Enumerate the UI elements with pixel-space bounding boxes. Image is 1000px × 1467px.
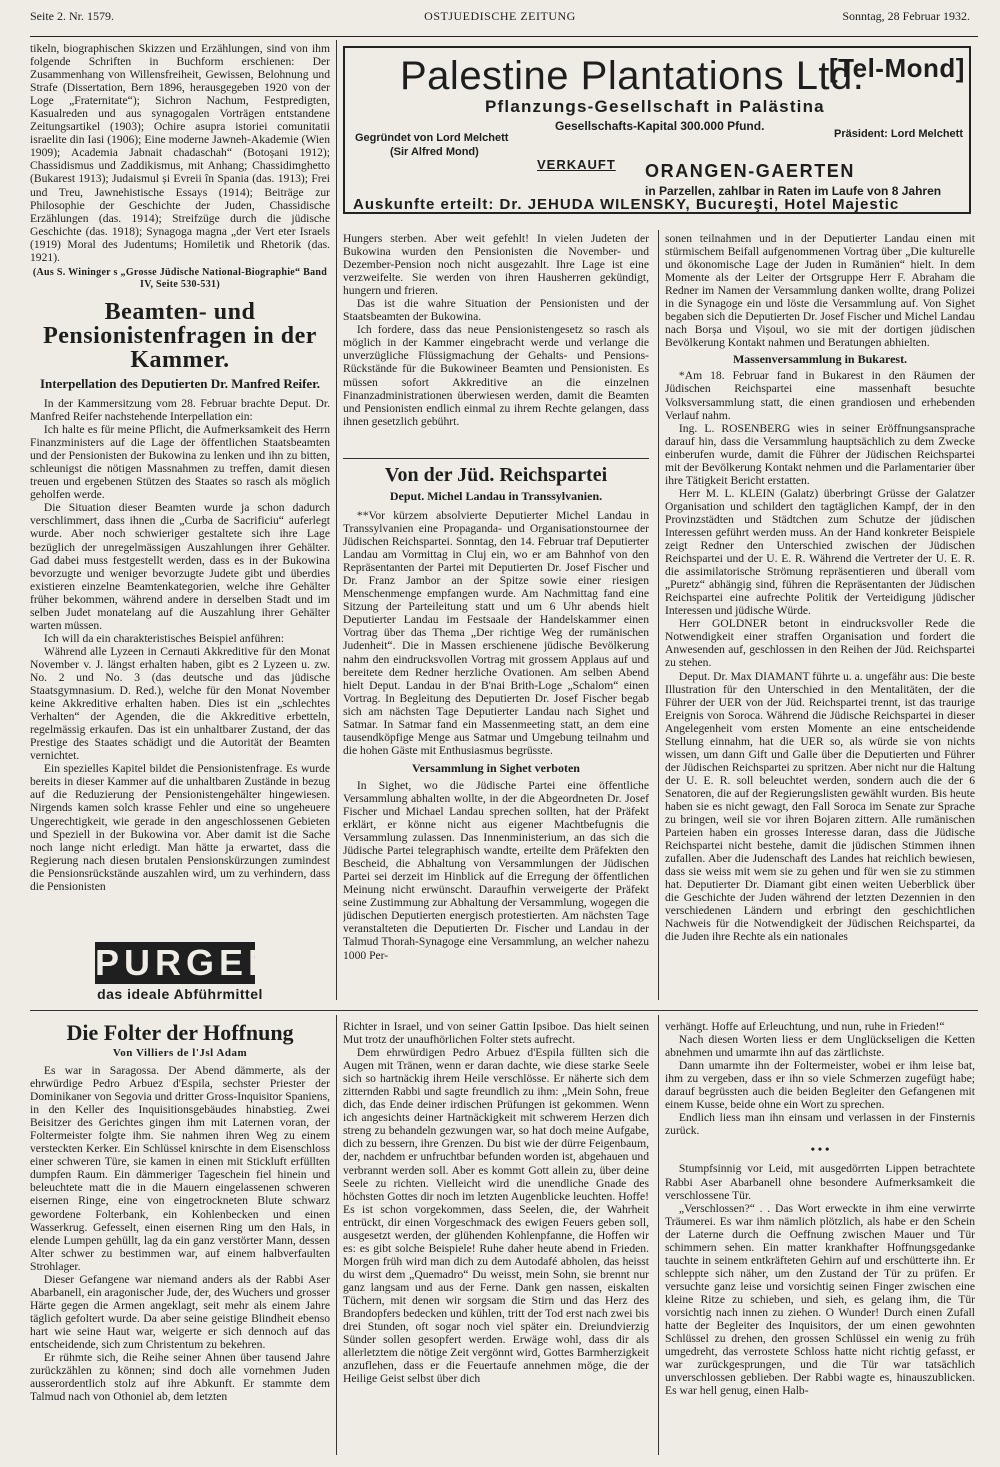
paragraph: Ein spezielles Kapitel bildet die Pensionistenfrage. Es wurde bereits in dieser Kammer auf die unhaltbaren Zustände in bezug auf die Reduzierung der Pensionistengehälter hingewiesen. Nirgends kamen solch krasse Fehler und eine so ungeheuere Ungerechtigkeit, wie gerade in den angeschlossenen Gebieten und Speziell in der Bukowina vor. Aber damit ist die Sache noch lange nicht erledigt. Man hätte ja erwartet, dass die Regierung nach diesen brutalen Pensionskürzungen zumindest die Pensionsrückstände auszahlen wird, um zu verhindern, dass die Pensionisten: [30, 762, 330, 893]
paragraph: Endlich liess man ihn einsam und verlassen in der Finsternis zurück.: [665, 1111, 975, 1138]
page-header: [30, 8, 970, 26]
folter-column-1: [30, 1020, 330, 1455]
folter-column-3: [665, 1020, 975, 1455]
paragraph: Während alle Lyzeen in Cernauti Akkreditive für den Monat November v. J. längst erhalten haben, gibt es 2 Lyzeen u. zw. No. 2 und No. 3 (das deutsche und das jüdische Staatsgymnasium. D. Red.), welche für den Monat November keine Akkreditive erhalten haben. Dies ist ein „schlechtes Verhalten“ der Agenden, die die Akkreditive erbetteln, regelmässig erkaufen. Das ist ein unhaltbarer Zustand, der das Prestige des Staates schädigt und die Autorität der Beamten vernichtet.: [30, 644, 330, 763]
newspaper-name: OSTJUEDISCHE ZEITUNG: [424, 9, 576, 23]
paragraph: In Sighet, wo die Jüdische Partei eine öffentliche Versammlung abhalten wollte, in der die Abgeordneten Dr. Josef Fischer und Michael Landau sprechen sollten, hat der Präfekt erklärt, er könne nicht aus eigener Machtbefugnis die Versammlung zulassen. Das Innenministerium, an das sich die Jüdische Partei telegraphisch wandte, erteilte dem Präfekten den Bescheid, die Abhaltung von Versammlungen der Jüdischen Partei sei derzeit im Hinblick auf die Erregung der öffentlichen Meinung nicht erwünscht. Daraufhin verweigerte der Präfekt seine Zustimmung zur Abhaltung der Versammlung, wogegen die jüdischen Deputierten energisch protestierten. Am nächsten Tage veranstalteten die Deputierten Dr. Fischer und Landau in der Talmud Thorah-Synagoge eine Versammlung, an welcher nahezu 1000 Per-: [343, 778, 649, 962]
section-rule: [343, 458, 649, 459]
folter-column-2: [343, 1020, 649, 1455]
section-subhead: Versammlung in Sighet verboten: [412, 760, 580, 775]
paragraph: sonen teilnahmen und in der Deputierter Landau einen mit stürmischem Beifall aufgenommenen Vortrag über „Die kulturelle und ökonomische Lage der Juden in Rumänien“ hielt. In dem Momente als der Leiter der Ortsgruppe Herr F. Abraham die Redner im Namen der Versammlung danken wollte, drang Polizei in die Synagoge ein und löste die Versammlung auf. Von Sighet begaben sich die Deputierten Dr. Josef Fischer und Michel Landau nach Borșa und Vișoul, wo sie mit der dortigen jüdischen Bevölkerung Kontakt nahmen und Beratungen abhielten.: [665, 232, 975, 350]
article-title: Beamten- und Pensionistenfragen in der Kammer.: [43, 300, 317, 373]
ad-orange-gardens: ORANGEN-GAERTEN: [645, 161, 856, 181]
ad-founded: Gegründet von Lord Melchett: [355, 132, 509, 144]
section-rule: [30, 1010, 978, 1011]
paragraph: Dann umarmte ihn der Foltermeister, wobei er ihm leise bat, ihm zu vergeben, dass er ihn so viele Schmerzen zugefügt habe; darauf begrüssten auch die beiden Begleiter den Gefangenen mit einem Kusse, beide ohne ein Wort zu sprechen.: [665, 1059, 975, 1112]
paragraph: Hungers sterben. Aber weit gefehlt! In vielen Judeten der Bukowina wurden den Pensionisten die November- und Dezember-Pension noch nicht ausgezahlt. Ihre Lage ist eine verzweifelte. Sie werden von ihren Hausherren gekündigt, hungern und frieren.: [343, 232, 649, 298]
paragraph: **Vor kürzem absolvierte Deputierter Michel Landau in Transsylvanien eine Propaganda- und Organisationstournee der Jüdischen Reichspartei. Sonntag, den 14. Februar traf Deputierter Landau am Vormittag in Cluj ein, wo er am Bahnhof von den Repräsentanten der Partei mit Deputierten Dr. Josef Fischer und Dr. Franz Jambor an der Spitze sowie einer riesigen Menschenmenge empfangen wurde. Am Nachmittag fand eine Sitzung der Parteileitung statt und um 6 Uhr abends hielt Deputierter Landau im Festsaale der Handelskammer einen Vortrag über das Thema „Der richtige Weg der rumänischen Judenheit“. Die in Massen erschienene jüdische Bevölkerung nahm den eindrucksvollen Vortrag mit grossem Applaus auf und bereitete dem Redner herzliche Ovationen. Am selben Abend hielt Deput. Landau in der B'nai Brith-Loge „Schalom“ einen Vortrag. In Begleitung des Deputierten Dr. Josef Fischer begab sich am nächsten Tage Deputierter Landau nach Sighet und Satmar. In Satmar fand ein Massenmeeting statt, an dem eine tausendköpfige Menge aus Satmar und Umgebung teilnahm und die hohen Gäste mit Enthusiasmus begrüsste.: [343, 509, 649, 757]
ad-president: Präsident: Lord Melchett: [834, 128, 963, 140]
ad-subtitle: Pflanzungs-Gesellschaft in Palästina: [485, 97, 825, 116]
paragraph: Die Situation dieser Beamten wurde ja schon dadurch verschlimmert, dass ihnen die „Curba de Sacrificiu“ auferlegt wurde. Aber noch schwieriger gestaltete sich ihre Lage bezüglich der unregelmässigen Auszahlungen ihrer Gehälter. Gad dabei muss festgestellt werden, dass es in der Bukowina bevorzugte und weniger bevorzugte Judete gibt und überdies existieren einzelne Beamtenkategorien, welche ihre Gehälter früher bekommen, während andere in derselben Stadt und im selben Judet monatelang auf die Auszahlung ihrer Gehälter warten müssen.: [30, 501, 330, 632]
beamten-article: [30, 300, 330, 930]
paragraph: Er rühmte sich, die Reihe seiner Ahnen über tausend Jahre zurückzählen zu können; sind doch alle vornehmen Juden ausserordentlich stolz auf ihre Abkunft. Er stammte dem Talmud nach von Othoniel ab, dem letzten: [30, 1351, 330, 1404]
story-title: Die Folter der Hoffnung: [66, 1020, 294, 1045]
paragraph: Deput. Dr. Max DIAMANT führte u. a. ungefähr aus: Die beste Illustration für den Unterschied in den Mentalitäten, der die Führer der UER von der Jüd. Reichspartei trennt, ist das traurige Ereignis von Soroca. Während die Jüdische Reichspartei in dieser Angelegenheit vom ersten Momente an eine entscheidende Stellung einnahm, hat die UER so, als würde sie von nichts wissen, um dann Gift und Galle über die Deputierten und Führer der Jüdischen Reichspartei zu spritzen. Aber nicht nur die Haltung der U. E. R. soll beleuchtet werden, sondern auch die der 6 Senatoren, die auf der Regierungslisten gewählt wurden. Bis heute haben sie es nicht gewagt, den Fall Soroca im Senate zur Sprache zu bringen, weil sie vor ihren Bojaren zittern. Alle rumänischen Parteien haben ein grosses Interesse daran, dass die Jüdische Reichspartei nicht bestehe, damit die jüdischen Stimmen ihnen zufallen. Aber die Judenschaft des Landes hat reichlich bewiesen, dass sie weiss mit wem sie zu gehen und für wen sie zu stimmen hat. Deputierter Dr. Diamant gibt einen weiten Ueberblick über die Geschichte der Juden während der letzten Dezennien in den verschiedenen Ländern und erbringt den geschichtlichen Nachweis für die Notwendigkeit der Jüdischen Reichspartei, da die Juden ihre Rechte als ein nationales: [665, 669, 975, 944]
paragraph: In der Kammersitzung vom 28. Februar brachte Deput. Dr. Manfred Reifer nachstehende Interpellation ein:: [30, 397, 330, 424]
paragraph: Das ist die wahre Situation der Pensionisten und der Staatsbeamten der Bukowina.: [343, 297, 649, 324]
paragraph: Nach diesen Worten liess er dem Unglückseligen die Ketten abnehmen und umarmte ihn auf das zärtlichste.: [665, 1033, 975, 1060]
beamten-article-continued: [343, 232, 649, 454]
column-divider: [336, 1015, 337, 1455]
paragraph: Herr M. L. KLEIN (Galatz) überbringt Grüsse der Galatzer Organisation und schildert den tagtäglichen Kampf, der in den Provinzstädten und Städtchen zum Schutze der jüdischen Interessen geführt werden muss. An der Hand konkreter Beispiele zeigt Redner den Unterschied zwischen der Jüdischen Reichspartei und der U. E. R. Während die Vertreter der U. E. R. die assimilatorische Strömung repräsentieren und überall vom „Puretz“ abhängig sind, führen die Repräsentanten der Jüdischen Reichspartei eine aufrechte Politik der Verteidigung jüdischer Interessen und jüdische Würde.: [665, 486, 975, 618]
paragraph: Herr GOLDNER betont in eindrucksvoller Rede die Notwendigkeit einer straffen Organisation und fordert die Anwesenden auf, geschlossen in den Reihen der Jüd. Reichspartei zu stehen.: [665, 617, 975, 670]
paragraph: Stumpfsinnig vor Leid, mit ausgedörrten Lippen betrachtete Rabbi Aser Abarbanell ohne besondere Aufmerksamkeit die verschlossene Tür.: [665, 1162, 975, 1202]
palestine-plantations-ad: [343, 46, 971, 214]
column-divider: [336, 40, 337, 1000]
column-divider: [658, 1015, 659, 1455]
article-title: Von der Jüd. Reichspartei: [384, 464, 608, 486]
paragraph: *Am 18. Februar fand in Bukarest in den Räumen der Jüdischen Reichspartei eine massenhaft besuchte Volksversammlung statt, die einen grandiosen und erhebenden Verlauf nahm.: [665, 369, 975, 422]
purgen-tagline: das ideale Abführmittel: [97, 986, 263, 1002]
paragraph: Ich fordere, dass das neue Pensionistengesetz so rasch als möglich in der Kammer eingebracht werde und verlange die unverzügliche Flüssigmachung der Gehalts- und Pensions-Rückstände für die Bukowineer Beamten und Pensionisten. Es müssen sofort Akkreditive an die einzelnen Finanzadministrationen überwiesen werden, damit die Beamten und Pensionisten endlich einmal zu ihrem Rechte gelangen, dass ihnen gesetzlich gebührt.: [343, 323, 649, 428]
column-1-top: [30, 42, 330, 292]
ad-trademark: [Tel-Mond]: [829, 53, 965, 83]
header-rule: [30, 36, 978, 37]
biography-text: tikeln, biographischen Skizzen und Erzählungen, sind von ihm folgende Schriften in Buchform erschienen: Der Zusammenhang von Willensfreiheit, Gewissen, Belohnung und Strafe (Dissertation, Bern 1896, herausgegeben 1920 von der Loge „Fraternitate“); Sichron Nachum, Festpredigten, Kasualreden und aus synagogalen Vorträgen entstandene Zeitungsartikel (1903); Ochire asupra istoriei comunitatii israelite din Iasi (1906); Eine moderne Jawneh-Akademie (Wien 1909); Academia Jabnait chadaschah“ (Botoșani 1912); Chassidismus und Zaddikismus, mit Anhang; Chassidimghetto (Bukarest 1913); Judaismul și Evreii în Spania (das. 1913); Frei und Treu, Jawnehistische Essays (1914); Beiträge zur Philosophie der Geschichte der Juden, Chassidische Erzählungen (das. 1914); Streifzüge durch die jüdische Geschichte (das. 1918); Synagoga magna „der Vert eter Israels (1919) Moral des Judentums; Homiletik und Rhetorik (das. 1921).: [30, 42, 330, 264]
biography-source: (Aus S. Wininger s „Grosse Jüdische National-Biographie“ Band IV, Seite 530-531): [32, 266, 328, 290]
paragraph: Es war in Saragossa. Der Abend dämmerte, als der ehrwürdige Pedro Arbuez d'Espila, sechster Priester der Dominikaner von Segovia und dritter Gross-Inquisitor Spaniens, in den Keller des Inquisitionsgebäudes hinabstieg. Zwei Beisitzer des Gerichtes gingen ihm mit Laternen voran, der Foltermeister folgte ihm. Sie nahmen ihren Weg zu einem versteckten Kerker. Ein Schlüssel knirschte in dem Eisenschloss einer schweren Türe, sie kamen in einen mit Stickluft erfüllten dumpfen Raum. Ein dämmeriger Tageschein fiel hinein und beleuchtete matt die in die Mauern eingelassenen schweren eisernen Ringe, eine von eingetrockneten Blute schwarz gewordene Folterbank, ein Kohlenbecken und einen Wasserkrug. Gefesselt, einen eisernen Ring um den Hals, in elende Lumpen gehüllt, lag da ein ganz verstörter Mann, dessen Alter schwer zu bestimmen war, auf einem halbverfaulten Strohlager.: [30, 1064, 330, 1273]
paragraph: Dieser Gefangene war niemand anders als der Rabbi Aser Abarbanell, ein aragonischer Jude, der, des Wuchers und grosser Härte gegen die Armen angeklagt, seit mehr als einem Jahre täglich gefoltert wurde. Da aber seine geistige Blindheit ebenso hart wie seine Haut war, weigerte er sich dennoch auf das entscheidende, sich zum Christentum zu bekehren.: [30, 1272, 330, 1351]
story-author: Von Villiers de l'Jsl Adam: [112, 1047, 248, 1059]
paragraph: „Verschlossen?“ . . Das Wort erweckte in ihm eine verwirrte Träumerei. Es war ihm nämlich plötzlich, als habe er den Schein der Laterne durch die Oeffnung zwischen Mauer und Tür schimmern sehen. Ein matter krankhafter Hoffnungsgedanke tauchte in seinem entkräfteten Gehirn auf und erschütterte ihn. Er schleppte sich näher, um den Zustand der Tür zu prüfen. Er versuchte ganz leise und vorsichtig seinen Finger zwischen eine kleine Ritze zu schieben, und sieh, es gelang ihm, die Tür vorsichtig nach innen zu ziehen. O Wunder! Durch einen Zufall hatte der Begleiter des Inquisitors, der um einen gewohnten Schlüssel zu drehen, den grossen Schlüssel ein wenig zu früh umgedreht, das verrostete Schloss hatte nicht richtig gefasst, er war zurückgesprungen, und die Tür war tatsächlich unverschlossen geblieben. Der Rabbi wagte es, hinauszublicken. Es war hell genug, einen Halb-: [665, 1201, 975, 1398]
paragraph: Ing. L. ROSENBERG wies in seiner Eröffnungsansprache darauf hin, dass die Versammlung hauptsächlich zu dem Zwecke einberufen wurde, damit die Führer der Jüdischen Reichspartei mit der Bevölkerung Kontakt nehmen und die Parlamentarier über ihre Tätigkeit Bericht erstatten.: [665, 421, 975, 487]
section-break: • • •: [810, 1142, 830, 1157]
column-divider: [658, 230, 659, 1000]
paragraph: verhängt. Hoffe auf Erleuchtung, und nun, ruhe in Frieden!“: [665, 1020, 945, 1033]
ad-title: Palestine Plantations Ltd.: [400, 54, 865, 98]
article-subtitle: Interpellation des Deputierten Dr. Manfred Reifer.: [39, 376, 321, 391]
ad-contact: Auskunfte erteilt: Dr. JEHUDA WILENSKY, Bucureşti, Hotel Majestic: [353, 196, 900, 213]
paragraph: Dem ehrwürdigen Pedro Arbuez d'Espila füllten sich die Augen mit Tränen, wenn er daran dachte, wie diese starke Seele sich so hartnäckig ihrem Heile verschlösse. Er näherte sich dem zitternden Rabbi und sagte freundlich zu ihm: „Mein Sohn, freue dich, das Ende deiner irdischen Prüfungen ist gekommen. Wenn ich angesichts deiner Hartnäckigkeit mit schwerem Herzen dich streng zu behandeln gezwungen war, so hat doch meine Aufgabe, dich zu bessern, ihre Grenzen. Du bist wie der dürre Feigenbaum, der, nachdem er unfruchtbar befunden worden ist, abgehauen und verbrannt werden soll. Aber es kommt Gott allein zu, über deine Seele zu richten. Vielleicht wird die unendliche Gnade des höchsten Gottes dir noch im letzten Augenblicke leuchten. Hoffe! Es ist schon vorgekommen, dass Seelen, die, der Wahrheit entrückt, dir einen Vorgeschmack des ewigen Feuers geben soll, ausgesetzt werden, der glühenden Kohlenpfanne, die Hoffen wir es: es gibt solche Beispiele! Ruhe daher heute abend in Frieden. Morgen früh wird man dich zu dem Autodafé abholen, das heisst du wirst dem „Quemadro“ Du weisst, mein Sohn, sie brennt nur ganz langsam und aus der Ferne. Dank gen nassen, eiskalten Tüchern, mit denen wir sorgsam die Stirn und das Herz des Brandopfers bedecken und kühlen, tritt der Tod erst nach zwei bis drei Stunden, oft sogar noch viel später ein. Dreiundvierzig Sünder sollen gesopfert werden. Erwäge wohl, dass dir als allerletztem die nötige Zeit vergönnt wird, Gottes Barmherzigkeit anzuflehen, dass er die Feuertaufe annehmen möge, die der Heilige Geist selbst über dich: [343, 1046, 649, 1386]
ad-installments: in Parzellen, zahlbar in Raten im Laufe von 8 Jahren: [645, 184, 942, 198]
paragraph: Richter in Israel, und von seiner Gattin Ipsiboe. Das hielt seinen Mut trotz der unaufhörlichen Folter stets aufrecht.: [343, 1020, 649, 1047]
reichspartei-article: [343, 464, 649, 1004]
paragraph: Ich will da ein charakteristisches Beispiel anführen:: [43, 631, 285, 645]
reichspartei-article-continued: [665, 232, 975, 1004]
issue-date: Sonntag, 28 Februar 1932.: [842, 9, 970, 23]
section-subhead: Massenversammlung in Bukarest.: [732, 352, 908, 367]
paragraph: Ich halte es für meine Pflicht, die Aufmerksamkeit des Herrn Finanzministers auf die Lage der öffentlichen Staatsbeamten und der Pensionisten der Bukowina zu lenken und ihn zu bitten, schleunigst die nötigen Massnahmen zu treffen, damit diesen treuen und ergebenen Stützen des Staates so rasch als möglich geholfen werde.: [30, 423, 330, 502]
page-number: Seite 2. Nr. 1579.: [30, 9, 114, 23]
purgen-ad: PURGEN: [95, 942, 280, 983]
article-subtitle: Deput. Michel Landau in Transsylvanien.: [389, 489, 603, 503]
ad-founded-name: (Sir Alfred Mond): [390, 146, 479, 158]
ad-capital: Gesellschafts-Kapital 300.000 Pfund.: [555, 119, 765, 133]
ad-sells: VERKAUFT: [537, 157, 616, 172]
